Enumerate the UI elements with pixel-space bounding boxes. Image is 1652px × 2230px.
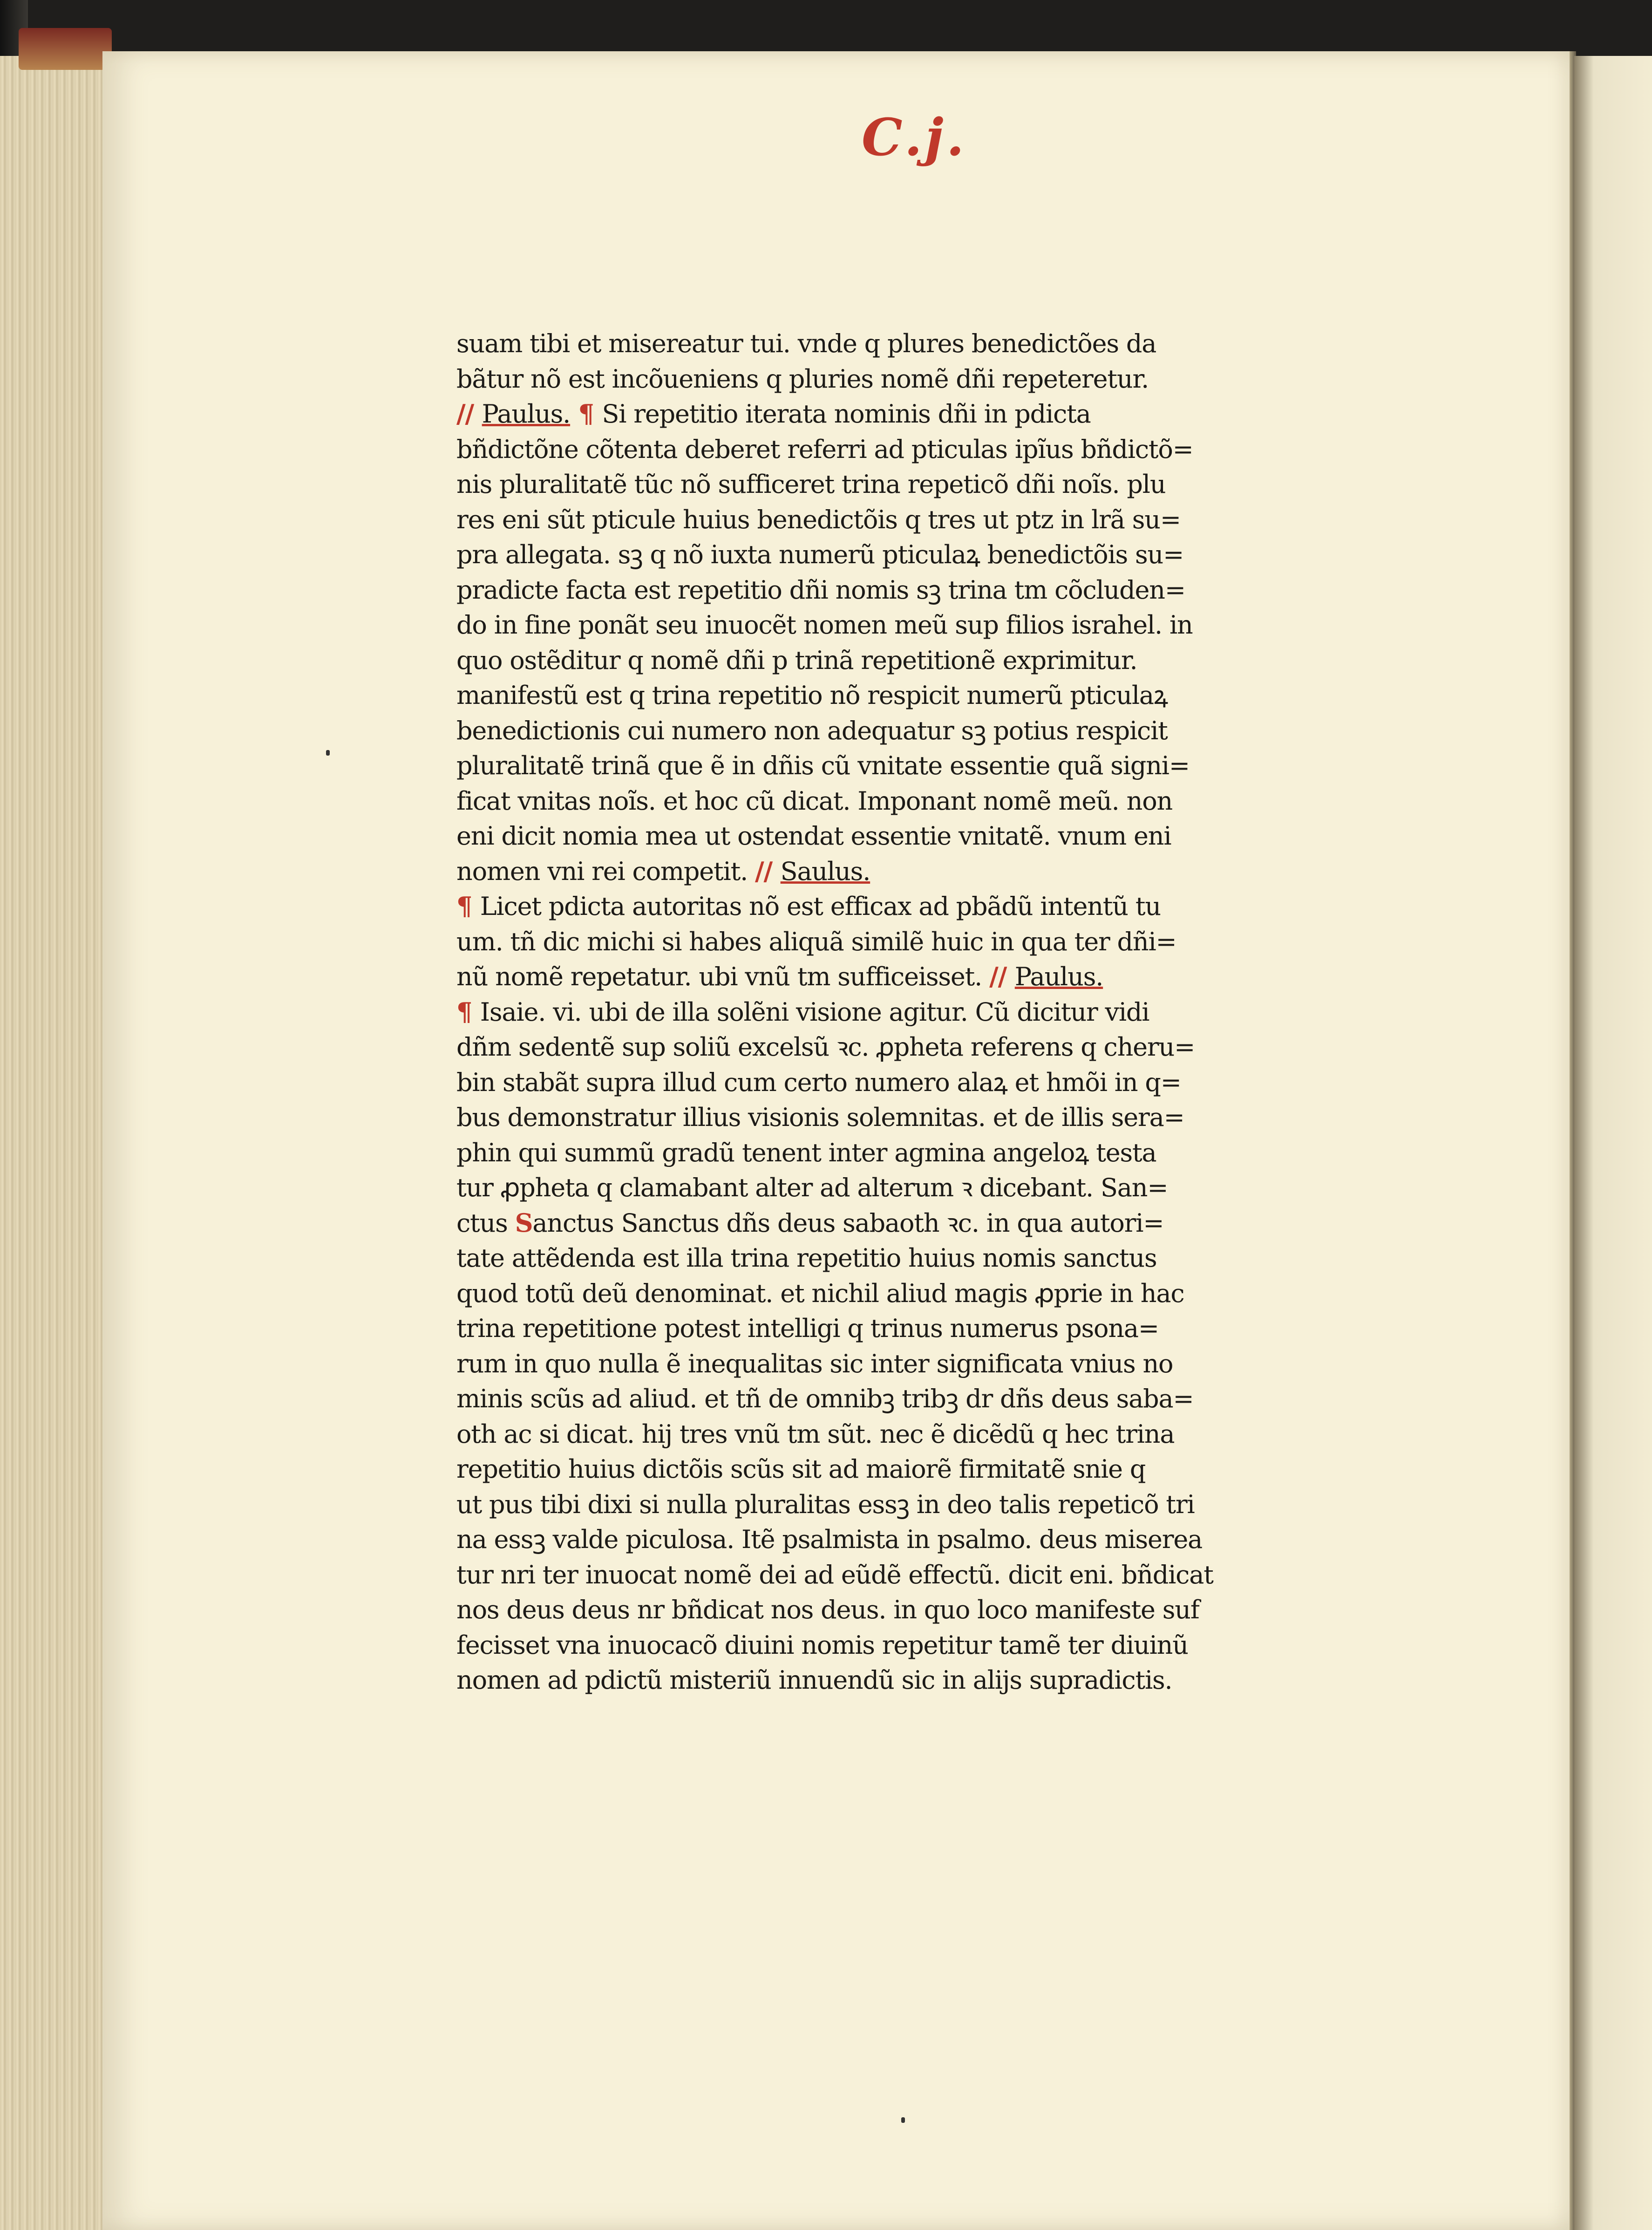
line-text: Isaie. vi. ubi de illa solẽni visione agitur. Cũ dicitur vidi (480, 997, 1149, 1027)
line-text: nũ nomẽ repetatur. ubi vnũ tm sufficeisset. (456, 962, 990, 991)
text-line (456, 1100, 1341, 1135)
line-text: Si repetitio iterata nominis dñi in pdicta (602, 399, 1091, 429)
rubric-mark: // (989, 962, 1015, 991)
line-text: nos deus deus nr bñdicat nos deus. in quo loco manifeste suf (456, 1595, 1199, 1624)
rubric-mark: // (456, 399, 482, 429)
text-line (456, 502, 1341, 538)
line-text: pluralitatẽ trinã que ẽ in dñis cũ vnitate essentie quã signi= (456, 751, 1190, 780)
line-text: quo ostẽditur q nomẽ dñi p trinã repetitionẽ exprimitur. (456, 645, 1137, 675)
text-line (456, 1276, 1341, 1311)
text-line (456, 1522, 1341, 1557)
line-text: tate attẽdenda est illa trina repetitio huius nomis sanctus (456, 1243, 1157, 1273)
text-line (456, 1452, 1341, 1487)
text-line (456, 818, 1341, 854)
line-text: ficat vnitas noĩs. et hoc cũ dicat. Imponant nomẽ meũ. non (456, 786, 1173, 816)
line-text: nomen vni rei competit. (456, 856, 755, 886)
text-line (456, 537, 1341, 573)
text-line (456, 1311, 1341, 1346)
text-line (456, 678, 1341, 713)
line-text: nis pluralitatẽ tũc nõ sufficeret trina repeticõ dñi noĩs. plu (456, 470, 1166, 499)
text-line (456, 995, 1341, 1030)
next-page-edge (1574, 56, 1652, 2230)
folio-signature: C.j. (862, 107, 967, 167)
text-line (456, 1170, 1341, 1206)
line-text: eni dicit nomia mea ut ostendat essentie vnitatẽ. vnum eni (456, 821, 1171, 851)
speaker-label: Saulus. (780, 856, 870, 886)
text-line (456, 1381, 1341, 1417)
text-line (456, 573, 1341, 608)
text-line (456, 854, 1341, 889)
line-text: Licet pdicta autoritas nõ est efficax ad pbãdũ intentũ tu (480, 892, 1161, 921)
line-text: dñm sedentẽ sup soliũ excelsũ ꝛc. ꝓpheta referens q cheru= (456, 1032, 1195, 1062)
text-line (456, 1030, 1341, 1065)
line-text: na essꝫ valde piculosa. Itẽ psalmista in psalmo. deus miserea (456, 1525, 1203, 1554)
text-line (456, 1663, 1341, 1698)
text-line (456, 889, 1341, 924)
line-text: bãtur nõ est incõueniens q pluries nomẽ dñi repeteretur. (456, 364, 1149, 394)
line-text: suam tibi et misereatur tui. vnde q plures benedictões da (456, 329, 1156, 358)
text-line (456, 784, 1341, 819)
text-line (456, 643, 1341, 678)
line-text: oth ac si dicat. hij tres vnũ tm sũt. nec ẽ dicẽdũ q hec trina (456, 1419, 1175, 1449)
line-text: quod totũ deũ denominat. et nichil aliud magis ꝓprie in hac (456, 1278, 1184, 1308)
text-line (456, 1592, 1341, 1628)
text-line (456, 1346, 1341, 1382)
line-text: phin qui summũ gradũ tenent inter agmina angeloꝝ testa (456, 1138, 1156, 1167)
text-line (456, 959, 1341, 995)
text-line (456, 361, 1341, 397)
text-line (456, 607, 1341, 643)
line-text: repetitio huius dictõis scũs sit ad maiorẽ firmitatẽ snie q (456, 1454, 1146, 1484)
line-text: trina repetitione potest intelligi q trinus numerus psona= (456, 1314, 1159, 1343)
red-edge-decoration (19, 28, 112, 70)
line-text: nomen ad pdictũ misteriũ innuendũ sic in alijs supradictis. (456, 1665, 1172, 1695)
line-text: res eni sũt pticule huius benedictõis q tres ut ptz in lrã su= (456, 505, 1181, 534)
text-block (456, 326, 1341, 1698)
text-line (456, 1241, 1341, 1276)
text-line (456, 924, 1341, 960)
text-line (456, 748, 1341, 784)
line-text: bus demonstratur illius visionis solemnitas. et de illis sera= (456, 1103, 1184, 1132)
line-text: pra allegata. sꝫ q nõ iuxta numerũ pticulaꝝ benedictõis su= (456, 540, 1184, 569)
text-line (456, 1557, 1341, 1593)
line-text: anctus Sanctus dñs deus sabaoth ꝛc. in qua autori= (532, 1208, 1164, 1238)
page-fore-edge (0, 56, 109, 2230)
line-text: minis scũs ad aliud. et tñ de omnibꝫ tribꝫ dr dñs deus saba= (456, 1384, 1194, 1413)
line-text: bñdictõne cõtenta deberet referri ad pticulas ipĩus bñdictõ= (456, 434, 1193, 464)
line-text: fecisset vna inuocacõ diuini nomis repetitur tamẽ ter diuinũ (456, 1630, 1188, 1660)
speaker-label: Paulus. (1014, 962, 1103, 991)
text-line (456, 713, 1341, 749)
text-line (456, 467, 1341, 502)
line-text: rum in quo nulla ẽ inequalitas sic inter significata vnius no (456, 1349, 1173, 1378)
text-line (456, 326, 1341, 361)
line-text: do in fine ponãt seu inuocẽt nomen meũ sup filios israhel. in (456, 610, 1193, 640)
line-text: bin stabãt supra illud cum certo numero alaꝝ et hmõi in q= (456, 1067, 1181, 1097)
line-text: tur ꝓpheta q clamabant alter ad alterum ꝛ dicebant. San= (456, 1173, 1168, 1202)
speaker-label: Paulus. (482, 399, 571, 429)
rubric-mark: S (515, 1207, 533, 1238)
line-text: tur nri ter inuocat nomẽ dei ad eũdẽ effectũ. dicit eni. bñdicat (456, 1560, 1213, 1589)
line-text: benedictionis cui numero non adequatur sꝫ potius respicit (456, 716, 1168, 745)
rubric-mark: ¶ (456, 891, 480, 921)
ink-speck (901, 2117, 905, 2123)
ink-speck (326, 750, 330, 756)
text-line (456, 1628, 1341, 1663)
text-line (456, 396, 1341, 432)
text-line (456, 1206, 1341, 1241)
text-line (456, 1065, 1341, 1100)
text-line (456, 1135, 1341, 1171)
rubric-mark: ¶ (570, 399, 602, 429)
text-line (456, 1417, 1341, 1452)
line-text: pradicte facta est repetitio dñi nomis sꝫ trina tm cõcluden= (456, 575, 1185, 605)
text-line (456, 432, 1341, 467)
rubric-mark: ¶ (456, 996, 480, 1027)
line-text: manifestũ est q trina repetitio nõ respicit numerũ pticulaꝝ (456, 681, 1168, 710)
text-line (456, 1487, 1341, 1522)
rubric-mark: // (755, 856, 781, 886)
line-text: ctus (456, 1208, 515, 1238)
line-text: ut pus tibi dixi si nulla pluralitas essꝫ in deo talis repeticõ tri (456, 1489, 1195, 1519)
line-text: um. tñ dic michi si habes aliquã similẽ huic in qua ter dñi= (456, 927, 1176, 956)
